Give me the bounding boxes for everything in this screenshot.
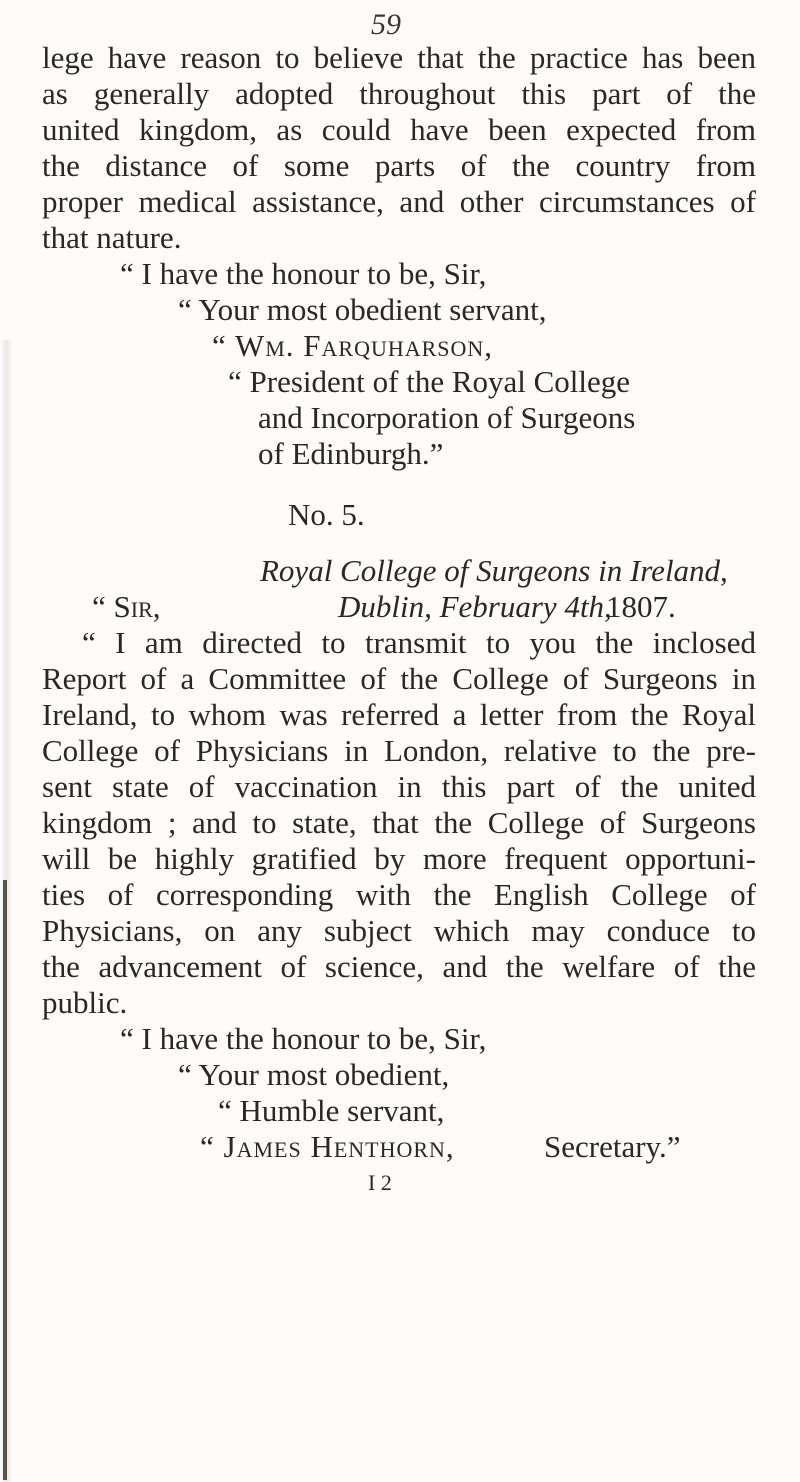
text-line: College of Physicians in London, relative to the pre- [42,733,756,768]
signatory-name: “ James Henthorn, [200,1129,455,1164]
text-line: as generally adopted throughout this part of the [42,76,756,111]
text-line: Ireland, to whom was referred a letter from the Royal [42,697,756,732]
closing-servant: “ Humble servant, [218,1093,445,1128]
text-line: ties of corresponding with the English College of [42,877,756,912]
text-line: lege have reason to believe that the practice has been [42,40,756,75]
letter-number: No. 5. [288,497,365,532]
salutation: “ Sir, [92,589,161,624]
text-line: the distance of some parts of the country from [42,148,756,183]
text-line: kingdom ; and to state, that the College of Surgeons [42,805,756,840]
text-line: will be highly gratified by more frequent opportuni- [42,841,756,876]
closing-servant: “ Your most obedient servant, [178,292,547,327]
text-line: that nature. [42,220,182,255]
signatory-name: “ Wm. Farquharson, [212,328,494,363]
institution-heading: Royal College of Surgeons in Ireland, [260,553,728,588]
signatory-title: “ President of the Royal College [228,364,631,399]
text-line: “ I am directed to transmit to you the inclosed [82,625,756,660]
text-line: united kingdom, as could have been expected from [42,112,756,147]
signatory-title: Secretary.” [544,1129,681,1164]
closing-honour: “ I have the honour to be, Sir, [120,1021,487,1056]
signatory-title: and Incorporation of Surgeons [258,400,636,435]
signatory-title: of Edinburgh.” [258,436,444,471]
text-line: public. [42,985,128,1020]
signature-mark: I 2 [368,1170,392,1195]
text-line: Report of a Committee of the College of Surgeons in [42,661,756,696]
year: 1807. [606,589,676,624]
page-edge-line [3,880,7,1480]
text-line: the advancement of science, and the welfare of the [42,949,756,984]
page-number: 59 [371,8,401,41]
closing-obedient: “ Your most obedient, [178,1057,450,1092]
place-date: Dublin, February 4th, [338,589,612,624]
closing-honour: “ I have the honour to be, Sir, [120,256,487,291]
text-line: sent state of vaccination in this part of the united [42,769,756,804]
text-line: proper medical assistance, and other circumstances of [42,184,756,219]
text-line: Physicians, on any subject which may conduce to [42,913,756,948]
